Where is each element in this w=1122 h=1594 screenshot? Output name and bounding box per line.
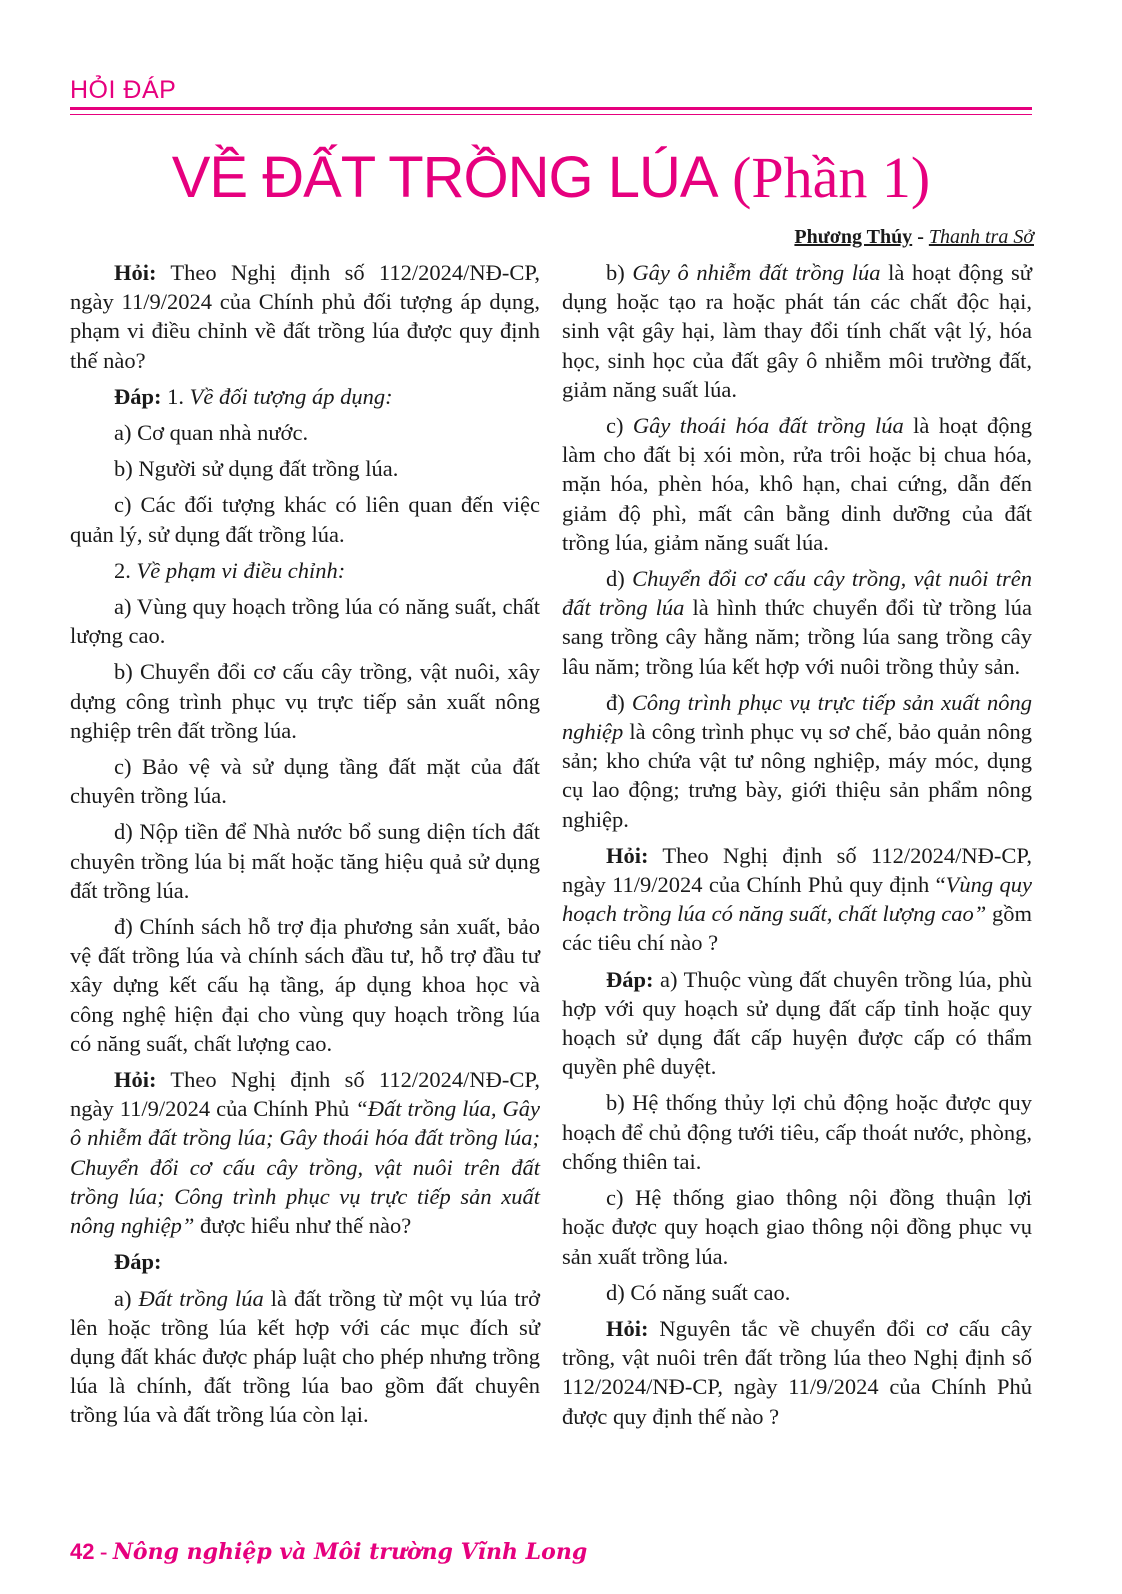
list-item: b) Người sử dụng đất trồng lúa.: [114, 456, 399, 482]
defined-term: Gây ô nhiễm đất trồng lúa: [632, 260, 881, 285]
list-item: c) Hệ thống giao thông nội đồng thuận lợi hoặc được quy hoạch giao thông nội đồng phục vụ sản xuất trồng lúa.: [562, 1185, 1032, 1269]
definition-item: [562, 564, 1032, 681]
title-main: VỀ ĐẤT TRỒNG LÚA: [171, 145, 718, 210]
list-item: c) Bảo vệ và sử dụng tầng đất mặt của đất chuyên trồng lúa.: [70, 754, 540, 809]
footer-separator: -: [94, 1539, 113, 1564]
defined-term: Gây thoái hóa đất trồng lúa: [632, 413, 904, 439]
list-item: d) Nộp tiền để Nhà nước bổ sung diện tích đất chuyên trồng lúa bị mất hoặc tăng hiệu quả sử dụng đất trồng lúa.: [70, 819, 540, 903]
question-3: [562, 841, 1032, 958]
title-part: (Phần 1): [732, 145, 931, 210]
question-quote: “Đất trồng lúa, Gây ô nhiễm đất trồng lúa; Gây thoái hóa đất trồng lúa; Chuyển đổi cơ cấu cây trồng, vật nuôi trên đất trồng lúa; Công trình phục vụ trực tiếp sản xuất nông nghiệp”: [70, 1096, 540, 1239]
definition-item: [562, 688, 1032, 834]
question-text: Theo Nghị định số 112/2024/NĐ-CP, ngày 11/9/2024 của Chính Phủ: [70, 1067, 540, 1122]
page-footer: [70, 1539, 587, 1565]
definition-text: là đất trồng từ một vụ lúa trở lên hoặc trồng lúa kết hợp với các mục đích sử dụng đất khác được pháp luật cho phép nhưng trồng lúa là chính, đất trồng lúa bao gồm đất chuyên trồng lúa và đất trồng lúa còn lại.: [70, 1285, 540, 1428]
author-name: Phương Thúy: [794, 226, 913, 248]
answer-heading: Về phạm vi điều chỉnh:: [136, 557, 346, 583]
defined-term: Chuyển đổi cơ cấu cây trồng, vật nuôi trên đất trồng lúa: [562, 566, 1032, 621]
question-tail: gồm các tiêu chí nào ?: [562, 901, 1032, 956]
header-rule-thick: [70, 107, 1032, 110]
list-item: d) Có năng suất cao.: [606, 1279, 791, 1305]
list-item: a) Cơ quan nhà nước.: [114, 420, 309, 446]
question-4: [562, 1314, 1032, 1431]
definition-item: [562, 411, 1032, 557]
answer-1: [70, 382, 540, 411]
byline: [794, 226, 1034, 249]
answer-number: 1.: [161, 383, 190, 409]
item-prefix: d): [606, 566, 633, 592]
defined-term: Công trình phục vụ trực tiếp sản xuất nông nghiệp: [562, 689, 1032, 745]
right-column: [562, 258, 1032, 1438]
page-number: 42: [70, 1539, 95, 1564]
question-tail: được hiểu như thế nào?: [194, 1213, 412, 1239]
answer-3: [70, 1247, 540, 1276]
list-item: đ) Chính sách hỗ trợ địa phương sản xuất, bảo vệ đất trồng lúa và chính sách đầu tư, hỗ trợ đầu tư xây dựng kết cấu hạ tầng, áp dụng khoa học và công nghệ hiện đại cho vùng quy hoạch trồng lúa có năng suất, chất lượng cao.: [70, 914, 540, 1056]
question-2: [70, 1065, 540, 1240]
header-rule-thin: [70, 114, 1032, 115]
definition-item: [70, 1284, 540, 1430]
left-column: [70, 258, 540, 1437]
author-role: Thanh tra Sở: [928, 226, 1034, 248]
list-item: b) Hệ thống thủy lợi chủ động hoặc được quy hoạch để chủ động tưới tiêu, cấp thoát nước, phòng, chống thiên tai.: [562, 1090, 1032, 1174]
answer-heading: Về đối tượng áp dụng:: [189, 383, 393, 409]
question-text: Nguyên tắc về chuyển đổi cơ cấu cây trồng, vật nuôi trên đất trồng lúa theo Nghị định số 112/2024/NĐ-CP, ngày 11/9/2024 của Chính Phủ được quy định thế nào ?: [562, 1315, 1032, 1429]
definition-text: là hình thức chuyển đổi từ trồng lúa sang trồng cây hằng năm; trồng lúa sang trồng cây lâu năm; trồng lúa kết hợp với nuôi trồng thủy sản.: [562, 595, 1033, 679]
item-prefix: đ): [606, 689, 632, 715]
question-1: [70, 258, 540, 375]
definition-text: là hoạt động làm cho đất bị xói mòn, rửa trôi hoặc bị chua hóa, mặn hóa, phèn hóa, khô hạn, chai cứng, dẫn đến giảm độ phì, mất cân bằng dinh dưỡng của đất trồng lúa, giảm năng suất lúa.: [562, 413, 1033, 555]
list-item: b) Chuyển đổi cơ cấu cây trồng, vật nuôi, xây dựng công trình phục vụ trực tiếp sản xuất nông nghiệp trên đất trồng lúa.: [70, 659, 540, 743]
question-text: Theo Nghị định số 112/2024/NĐ-CP, ngày 11/9/2024 của Chính phủ đối tượng áp dụng, phạm vi điều chỉnh về đất trồng lúa được quy định thế nào?: [70, 260, 540, 373]
definition-item: [562, 258, 1032, 404]
question-label: Hỏi:: [606, 842, 649, 868]
byline-separator: -: [912, 226, 929, 248]
answer-label: Đáp:: [114, 1249, 162, 1275]
answer-label: Đáp:: [606, 966, 654, 992]
question-label: Hỏi:: [114, 1067, 157, 1093]
article-title: [70, 138, 1032, 218]
item-prefix: c): [606, 413, 633, 439]
definition-text: là hoạt động sử dụng hoặc tạo ra hoặc phát tán các chất độc hại, sinh vật gây hại, làm thay đổi tính chất vật lý, hóa học, sinh học của đất gây ô nhiễm môi trường đất, giảm năng suất lúa.: [562, 260, 1033, 402]
list-item: c) Các đối tượng khác có liên quan đến việc quản lý, sử dụng đất trồng lúa.: [70, 492, 540, 547]
section-label: HỎI ĐÁP: [70, 76, 177, 104]
magazine-name: Nông nghiệp và Môi trường Vĩnh Long: [112, 1539, 588, 1565]
definition-text: là công trình phục vụ sơ chế, bảo quản nông sản; kho chứa vật tư nông nghiệp, máy móc, dụng cụ lao động; trưng bày, giới thiệu sản phẩm nông nghiệp.: [562, 719, 1032, 832]
question-label: Hỏi:: [114, 260, 157, 285]
question-label: Hỏi:: [606, 1315, 649, 1341]
defined-term: Đất trồng lúa: [138, 1285, 264, 1311]
answer-4: [562, 965, 1032, 1082]
question-text: Theo Nghị định số 112/2024/NĐ-CP, ngày 11/9/2024 của Chính Phủ quy định “: [562, 842, 1032, 898]
item-prefix: a): [114, 1285, 139, 1311]
item-prefix: b): [606, 260, 633, 285]
answer-section-2: [70, 556, 540, 585]
list-item: a) Thuộc vùng đất chuyên trồng lúa, phù hợp với quy hoạch sử dụng đất cấp tỉnh hoặc quy hoạch sử dụng đất cấp huyện được cấp có thẩm quyền phê duyệt.: [562, 966, 1032, 1080]
answer-number: 2.: [114, 557, 137, 583]
answer-label: Đáp:: [114, 383, 162, 409]
question-quote: Vùng quy hoạch trồng lúa có năng suất, chất lượng cao”: [562, 872, 1032, 927]
list-item: a) Vùng quy hoạch trồng lúa có năng suất, chất lượng cao.: [70, 594, 540, 649]
